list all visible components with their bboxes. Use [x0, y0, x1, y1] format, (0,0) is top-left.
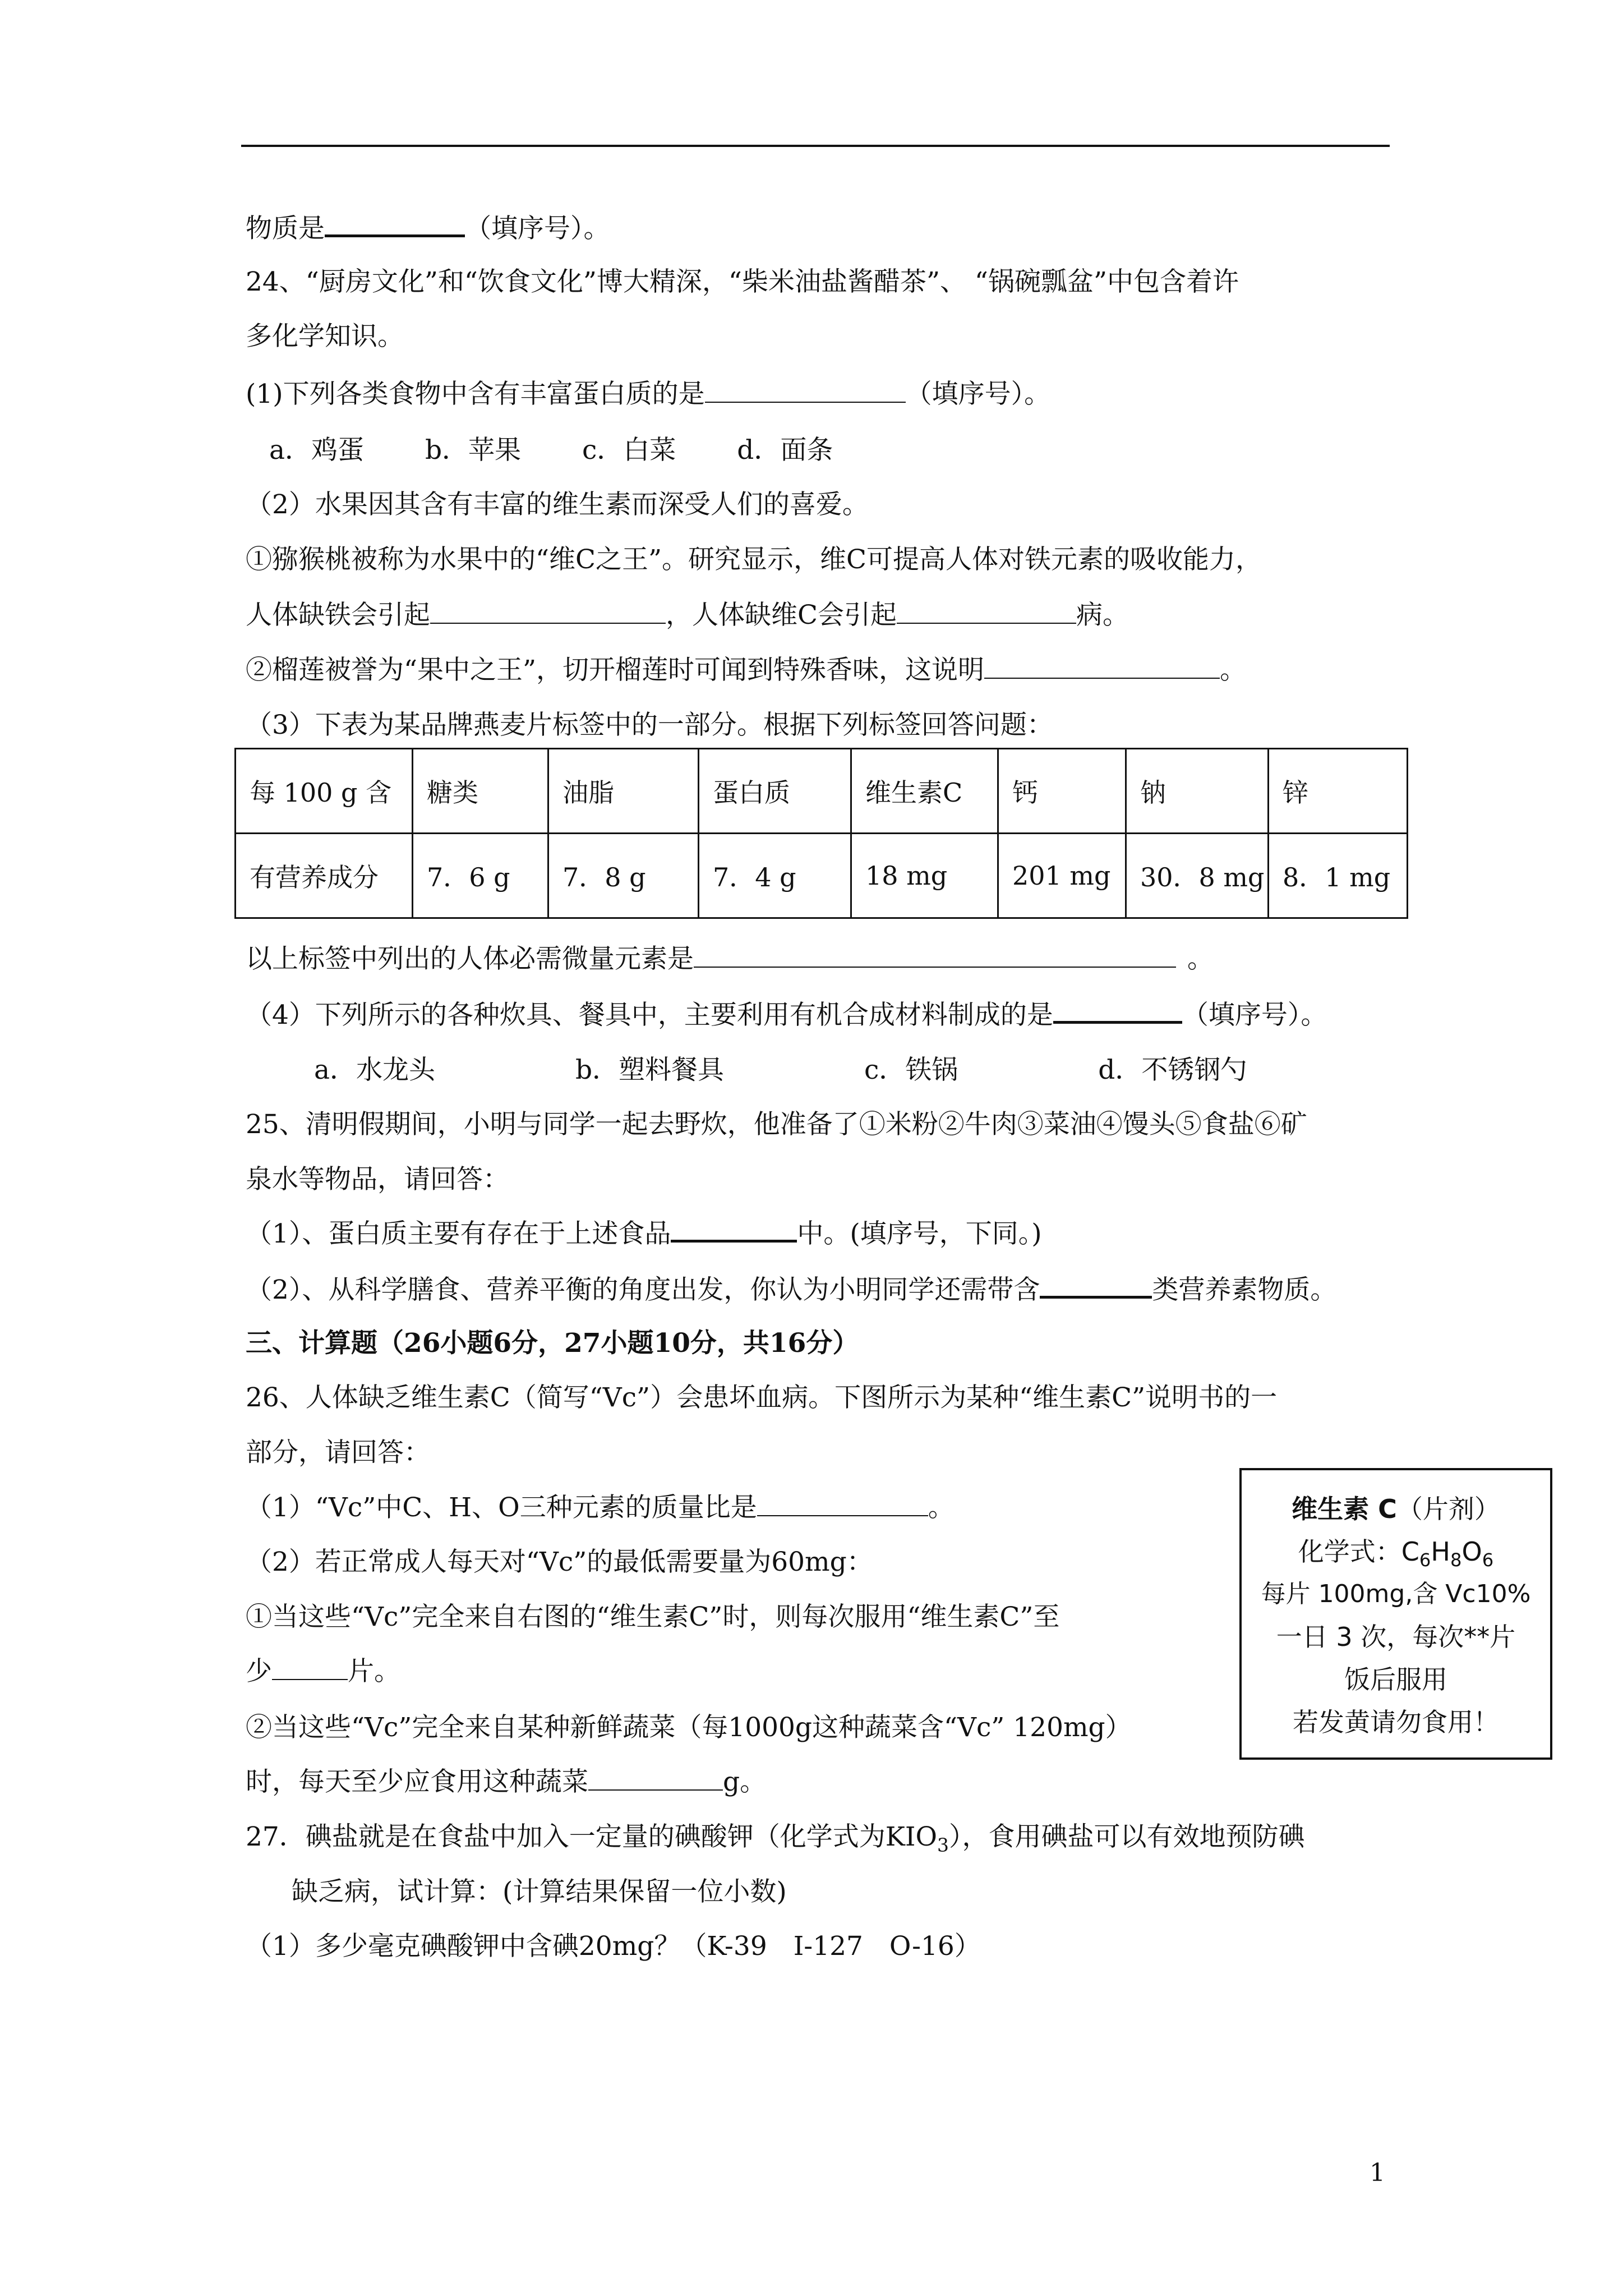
q25-2-line: （2）、从科学膳食、营养平衡的角度出发，你认为小明同学还需带含 类营养素物质。 — [246, 1274, 1337, 1305]
q24-line1: 24、“厨房文化”和“饮食文化”博大精深，“柴米油盐酱醋茶”、 “锅碗瓢盆”中包含着许 — [246, 266, 1239, 297]
answer-blank — [272, 1678, 348, 1680]
table-cell: 18 mg — [851, 834, 998, 918]
table-header-cell: 钠 — [1126, 749, 1269, 834]
answer-blank — [588, 1789, 723, 1791]
table-row — [236, 834, 1408, 918]
table-row-label: 每 100 g 含 — [236, 749, 413, 834]
answer-blank — [1053, 1020, 1182, 1024]
q23-tail-line: 物质是 （填序号）。 — [246, 213, 610, 244]
table-header-cell: 钙 — [998, 749, 1126, 834]
q26-2b-line1: ②当这些“Vc”完全来自某种新鲜蔬菜（每1000g这种蔬菜含“Vc” 120mg） — [246, 1712, 1132, 1743]
answer-blank — [325, 234, 465, 237]
table-cell: 7．4 g — [699, 834, 851, 918]
section-3-heading: 三、计算题（26小题6分，27小题10分，共16分） — [246, 1328, 859, 1359]
q27-line1: 27．碘盐就是在食盐中加入一定量的碘酸钾（化学式为$KIO_3$），食用碘盐可以有效地预防碘 — [246, 1821, 1305, 1856]
q24-2a-line2: 人体缺铁会引起 ，人体缺维C会引起 病。 — [246, 600, 1129, 631]
table-cell: 7．8 g — [548, 834, 699, 918]
vitamin-c-label-box — [1239, 1468, 1552, 1760]
q24-line2: 多化学知识。 — [246, 321, 404, 352]
answer-blank — [671, 1239, 797, 1243]
q24-3-after-line: 以上标签中列出的人体必需微量元素是 。 — [246, 944, 1214, 974]
answer-blank — [705, 401, 906, 403]
table-header-cell: 糖类 — [413, 749, 548, 834]
answer-blank — [897, 622, 1076, 624]
vc-label-warning: 若发黄请勿食用！ — [1293, 1707, 1499, 1737]
answer-blank — [1040, 1295, 1152, 1299]
q26-2-line: （2）若正常成人每天对“Vc”的最低需要量为60mg： — [246, 1547, 873, 1577]
table-cell: 201 mg — [998, 834, 1126, 918]
q24-2-line: （2）水果因其含有丰富的维生素而深受人们的喜爱。 — [246, 489, 869, 520]
q24-2a-line1: ①猕猴桃被称为水果中的“维C之王”。研究显示，维C可提高人体对铁元素的吸收能力， — [246, 544, 1262, 575]
q24-4-options: a．水龙头 b．塑料餐具 c．铁锅 d．不锈钢勺 — [314, 1055, 1247, 1085]
q26-2a-line1: ①当这些“Vc”完全来自右图的“维生素C”时，则每次服用“维生素C”至 — [246, 1602, 1060, 1632]
q25-line1: 25、清明假期间，小明与同学一起去野炊，他准备了①米粉②牛肉③菜油④馒头⑤食盐⑥矿 — [246, 1109, 1307, 1140]
vc-label-usage: 饭后服用 — [1344, 1664, 1447, 1695]
table-header-cell: 锌 — [1269, 749, 1408, 834]
table-row — [236, 749, 1408, 834]
table-row-label: 有营养成分 — [236, 834, 413, 918]
table-header-cell: 蛋白质 — [699, 749, 851, 834]
table-header-cell: 维生素C — [851, 749, 998, 834]
header-rule — [241, 145, 1390, 147]
q27-line2: 缺乏病，试计算：(计算结果保留一位小数) — [292, 1876, 787, 1907]
q26-2b-line2: 时，每天至少应食用这种蔬菜 g。 — [246, 1766, 767, 1797]
q25-line2: 泉水等物品，请回答： — [246, 1164, 509, 1195]
table-cell: 30．8 mg — [1126, 834, 1269, 918]
q27-1-line: （1）多少毫克碘酸钾中含碘20mg？（K-39 I-127 O-16） — [246, 1931, 981, 1962]
q24-4-line: （4）下列所示的各种炊具、餐具中，主要利用有机合成材料制成的是 （填序号）。 — [246, 1000, 1327, 1030]
q24-3-line: （3）下表为某品牌燕麦片标签中的一部分。根据下列标签回答问题： — [246, 710, 1053, 740]
answer-blank — [984, 677, 1220, 679]
table-cell: 7．6 g — [413, 834, 548, 918]
vc-label-content: 每片 100mg,含 Vc10% — [1261, 1580, 1531, 1608]
q24-2b-line: ②榴莲被誉为“果中之王”，切开榴莲时可闻到特殊香味，这说明 。 — [246, 655, 1247, 685]
vc-label-dosage: 一日 3 次，每次**片 — [1276, 1622, 1516, 1652]
page-number: 1 — [1370, 2159, 1385, 2187]
q25-1-line: （1）、蛋白质主要有存在于上述食品 中。(填序号，下同。) — [246, 1218, 1042, 1249]
answer-blank — [694, 966, 1176, 968]
table-header-cell: 油脂 — [548, 749, 699, 834]
vc-label-title: 维生素 C（片剂） — [1292, 1494, 1500, 1524]
table-cell: 8．1 mg — [1269, 834, 1408, 918]
answer-blank — [757, 1515, 928, 1516]
q26-2a-line2: 少 片。 — [246, 1656, 400, 1687]
answer-blank — [430, 622, 666, 624]
q26-1-line: （1）“Vc”中C、H、O三种元素的质量比是 。 — [246, 1492, 955, 1523]
q26-line1: 26、人体缺乏维生素C（简写“Vc”）会患坏血病。下图所示为某种“维生素C”说明书的一 — [246, 1382, 1278, 1413]
nutrition-table — [234, 748, 1408, 919]
q24-1-options: a．鸡蛋 b．苹果 c．白菜 d．面条 — [269, 435, 833, 466]
q24-1-line: (1)下列各类食物中含有丰富蛋白质的是 （填序号）。 — [246, 379, 1051, 409]
q26-line2: 部分，请回答： — [246, 1437, 430, 1468]
vc-label-formula: 化学式：$C_6H_8O_6$ — [1298, 1536, 1494, 1571]
